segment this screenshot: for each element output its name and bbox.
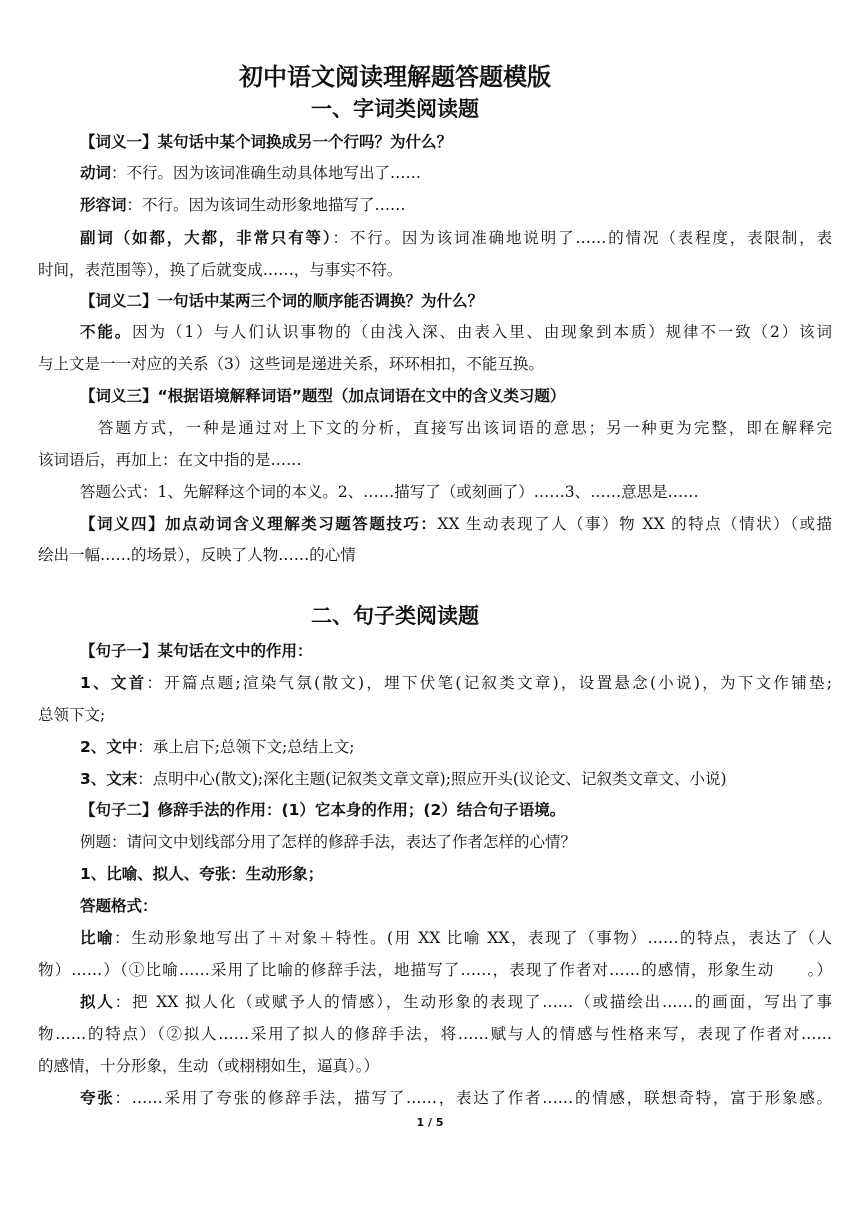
kuazhang-label: 夸张 (80, 1089, 115, 1107)
wenzhong-label: 2、文中 (80, 738, 138, 756)
wenzhong-text: ：承上启下;总领下文;总结上文; (137, 738, 355, 756)
cy3-text-b: 该词语后，再加上：在文中指的是…… (38, 451, 302, 469)
wenmo-label: 3、文末 (80, 770, 138, 788)
sz1-heading: 【句子一】某句话在文中的作用： (80, 642, 313, 660)
cy1-xingrong (80, 195, 832, 215)
cy2-body (80, 322, 832, 342)
wenmo-text: ：点明中心(散文);深化主题(记叙类文章文章);照应开头(议论文、记叙类文章文、小说) (137, 770, 727, 788)
kaitou-text-a: ：开篇点题;渲染气氛(散文)，埋下伏笔(记叙类文章)，设置悬念(小说)，为下文作铺垫; (146, 674, 832, 692)
cy2-text-a: 因为（1）与人们认识事物的（由浅入深、由表入里、由现象到本质）规律不一致（2）该词 (132, 323, 832, 341)
sz1-wenmo (80, 769, 832, 789)
cy1-fuci-cont: 时间，表范围等），换了后就变成……，与事实不符。 (38, 261, 403, 279)
xingrong-text: ：不行。因为该词生动形象地描写了…… (126, 196, 406, 214)
cy1-fuci (80, 228, 832, 248)
fuci-label: 副词（如都，大都，非常只有等） (80, 229, 333, 247)
section-1-title: 一、字词类阅读题 (311, 97, 479, 121)
biyu-text-a: ：生动形象地写出了＋对象＋特性。(用 XX 比喻 XX，表现了（事物）……的特点，表达了（人 (114, 929, 832, 947)
page-number: 1 / 5 (416, 1116, 444, 1129)
cy4-text-b: 绘出一幅……的场景），反映了人物……的心情 (38, 546, 356, 564)
cy3-formula: 答题公式：1、先解释这个词的本义。2、……描写了（或刻画了）……3、……意思是…… (80, 483, 699, 501)
sz2-format: 答题格式： (80, 897, 158, 915)
fuci-text-a: ：不行。因为该词准确地说明了……的情况（表程度，表限制，表 (332, 229, 832, 247)
dongci-label: 动词 (80, 164, 112, 182)
kuazhang-text: ：……采用了夸张的修辞手法，描写了……，表达了作者……的情感，联想奇特，富于形象感。 (114, 1089, 832, 1107)
page-title: 初中语文阅读理解题答题模版 (239, 63, 551, 91)
cy3-heading: 【词义三】“根据语境解释词语”题型（加点词语在文中的含义类习题） (80, 387, 566, 405)
niren-cont-c: 的感情，十分形象，生动（或栩栩如生，逼真）。） (38, 1057, 380, 1075)
cy1-dongci (80, 163, 832, 183)
sz2-sub1: 1、比喻、拟人、夸张：生动形象； (80, 865, 324, 883)
cy4-heading: 【词义四】加点动词含义理解类习题答题技巧： (80, 515, 438, 533)
section-2-title: 二、句子类阅读题 (311, 604, 479, 628)
sz1-wenzhong (80, 737, 832, 757)
sz2-example: 例题：请问文中划线部分用了怎样的修辞手法，表达了作者怎样的心情？ (80, 833, 577, 851)
cy2-body-cont: 与上文是一一对应的关系（3）这些词是递进关系，环环相扣，不能互换。 (38, 355, 544, 373)
sz1-kaitou (80, 673, 832, 693)
biyu-line (80, 928, 832, 948)
kaitou-label: 1、文首 (80, 674, 147, 692)
cy3-text-a: 答题方式，一种是通过对上下文的分析，直接写出该词语的意思；另一种更为完整，即在解释完 (98, 419, 832, 437)
sz2-heading: 【句子二】修辞手法的作用：(1）它本身的作用；(2）结合句子语境。 (80, 801, 566, 819)
cy1-heading: 【词义一】某句话中某个词换成另一个行吗？为什么？ (80, 133, 453, 151)
cy2-label: 不能。 (80, 323, 133, 341)
cy4-line (80, 514, 832, 534)
biyu-cont: 物）……）（①比喻……采用了比喻的修辞手法，地描写了……，表现了作者对……的感情，形象生动 。） (38, 961, 832, 979)
cy4-text-a: XX 生动表现了人（事）物 XX 的特点（情状）（或描 (437, 515, 832, 533)
dongci-text: ：不行。因为该词准确生动具体地写出了…… (111, 164, 422, 182)
niren-line (80, 992, 832, 1012)
xingrong-label: 形容词 (80, 196, 127, 214)
niren-text-a: ：把 XX 拟人化（或赋予人的情感），生动形象的表现了……（或描绘出……的画面，写出了事 (114, 993, 832, 1011)
sz1-kaitou-cont: 总领下文; (38, 706, 106, 724)
niren-label: 拟人 (80, 993, 115, 1011)
kuazhang-line (80, 1088, 832, 1108)
biyu-label: 比喻 (80, 929, 115, 947)
niren-cont-b: 物……的特点）（②拟人……采用了拟人的修辞手法，将……赋与人的情感与性格来写，表现了作者对…… (38, 1025, 832, 1043)
cy2-heading: 【词义二】一句话中某两三个词的顺序能否调换？为什么？ (80, 292, 484, 310)
